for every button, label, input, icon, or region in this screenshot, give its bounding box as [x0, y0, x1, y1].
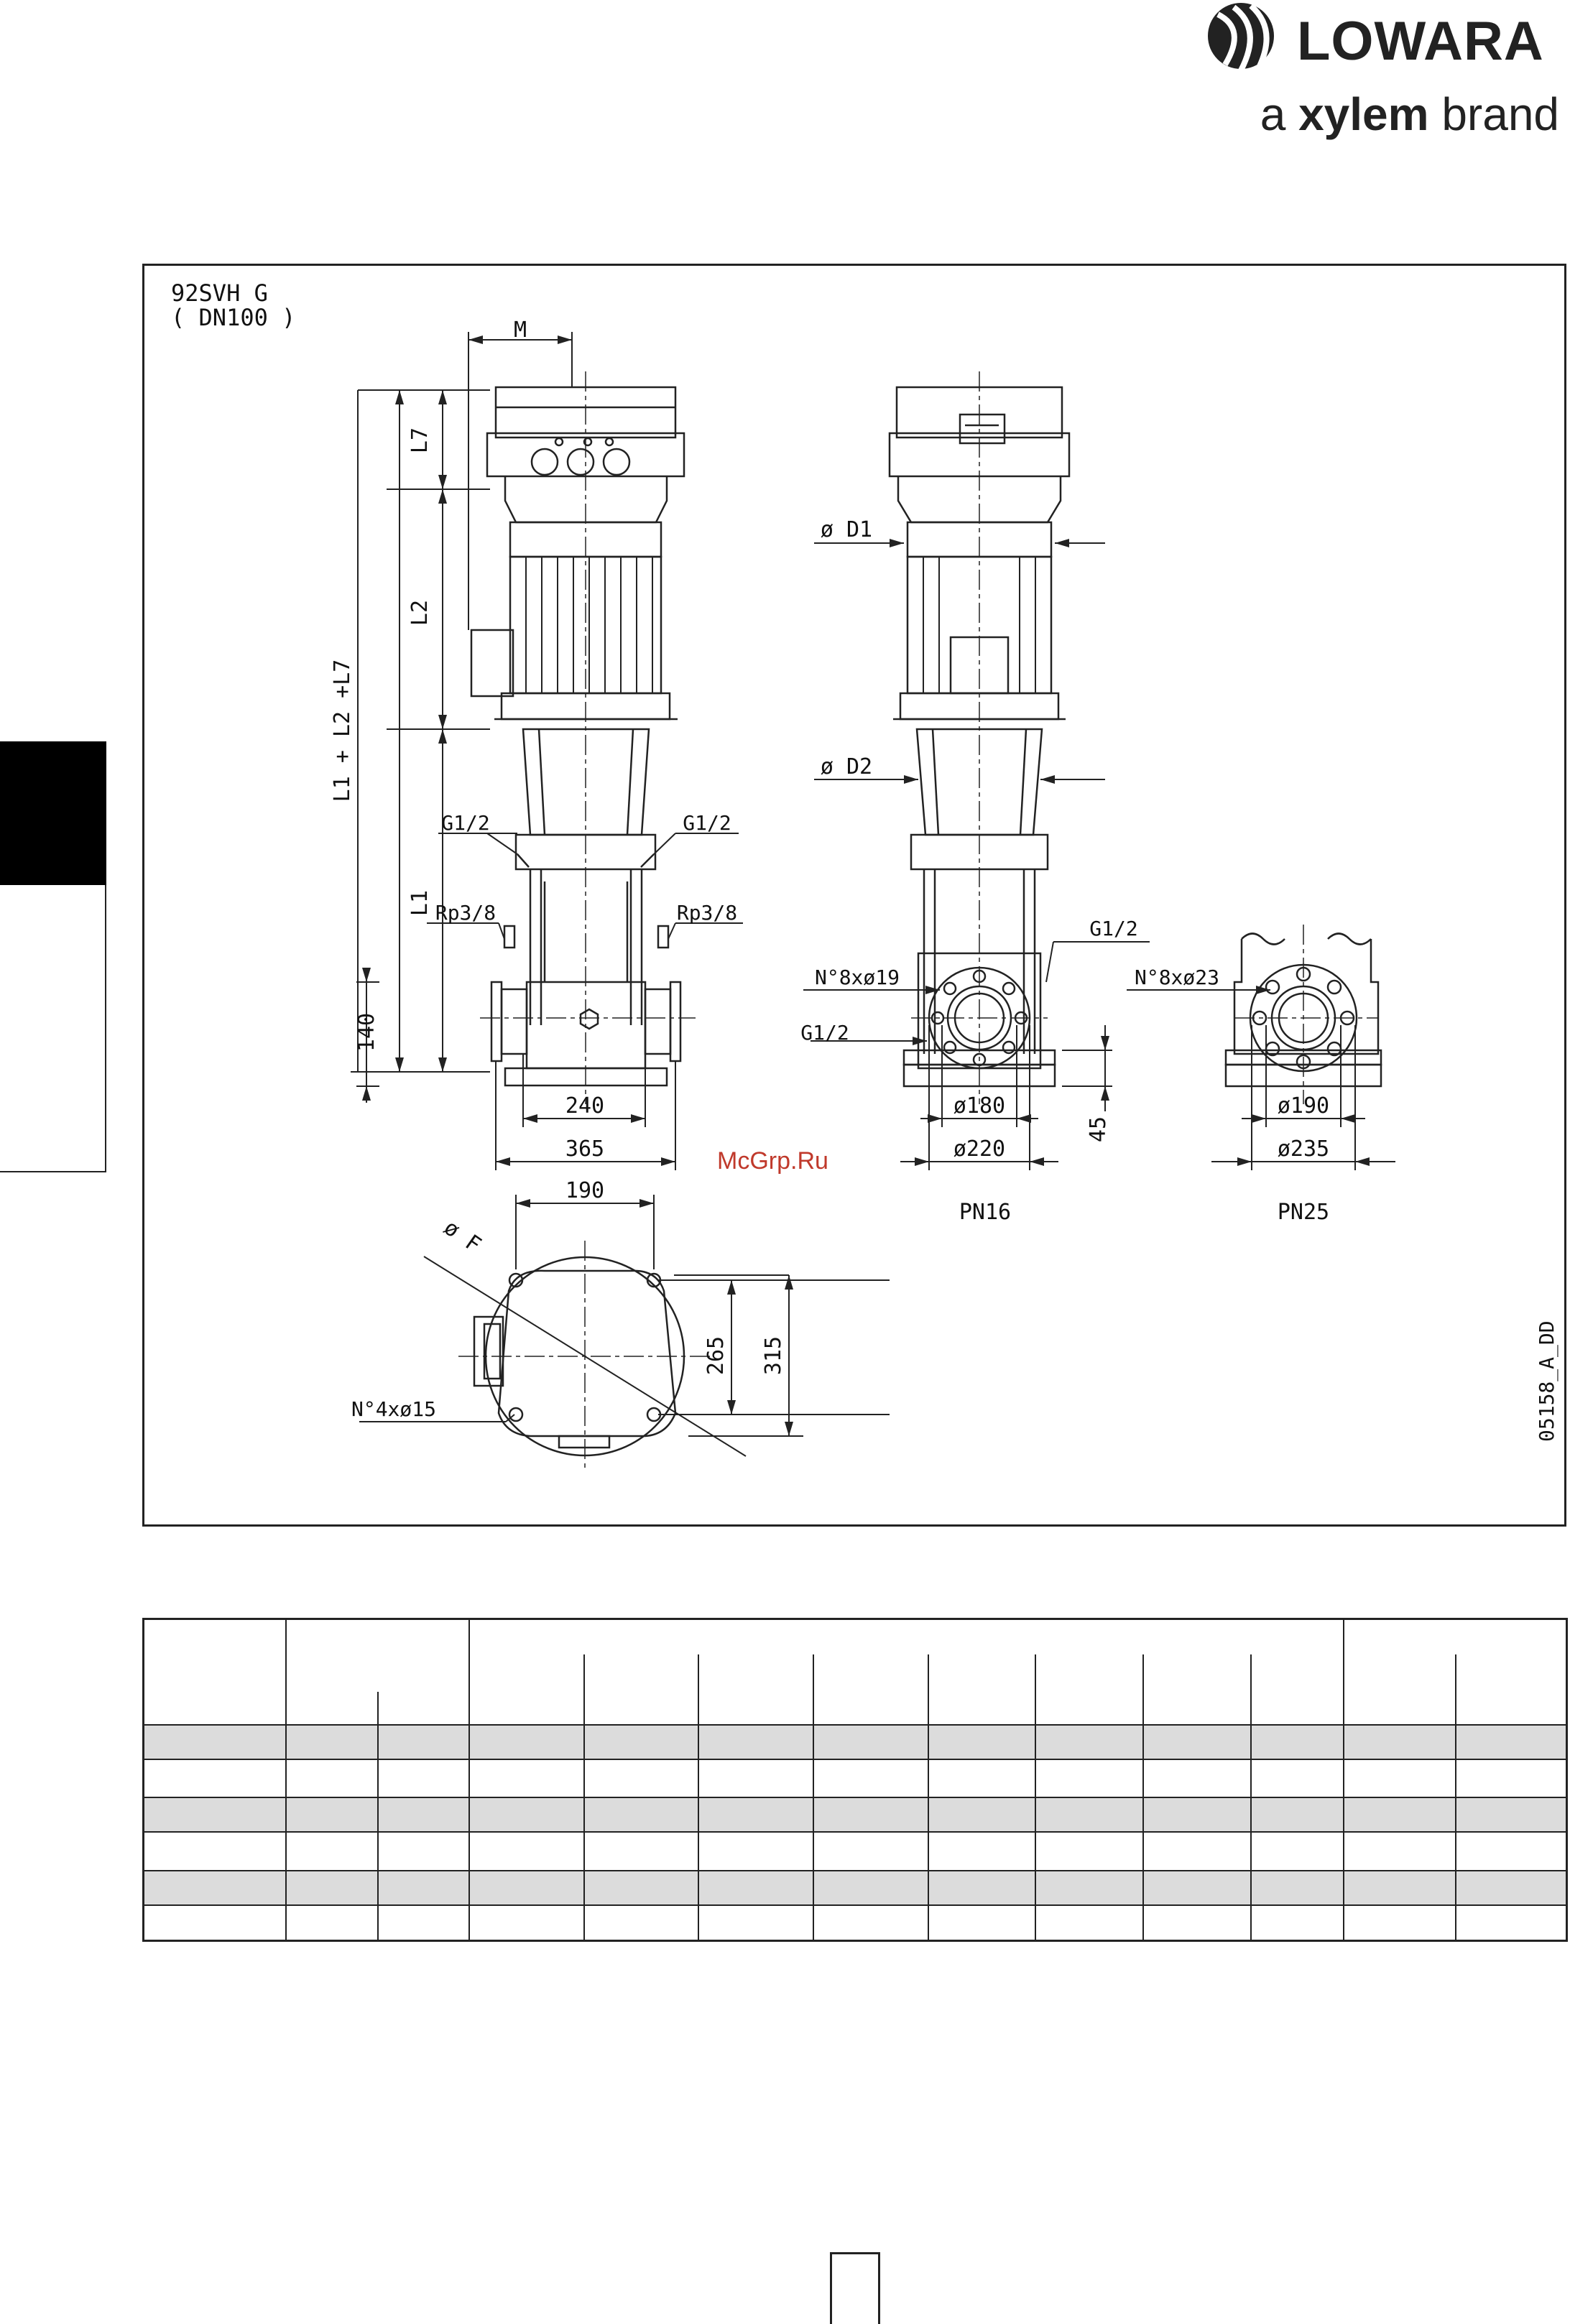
lowara-emblem-icon: [1196, 0, 1297, 79]
label-45: 45: [1086, 1116, 1111, 1143]
label-rp38-left: Rp3/8: [435, 901, 497, 925]
label-d2: ø D2: [820, 754, 873, 779]
label-m: M: [513, 318, 527, 343]
label-240: 240: [565, 1093, 605, 1119]
brand-tagline: a xylem brand: [1260, 88, 1559, 140]
label-365: 365: [565, 1136, 605, 1162]
label-base-bolts: N°4xø15: [351, 1397, 437, 1421]
label-190-pn25: ø190: [1277, 1093, 1330, 1119]
label-rp38-right: Rp3/8: [676, 901, 738, 925]
label-140: 140: [354, 1012, 379, 1052]
section-tab: [0, 741, 106, 885]
label-220: ø220: [953, 1136, 1006, 1162]
label-235: ø235: [1277, 1136, 1330, 1162]
label-265: 265: [703, 1335, 729, 1376]
section-tab-border: [0, 885, 106, 1172]
label-190-top: 190: [565, 1178, 605, 1203]
page-number-box: [830, 2252, 880, 2324]
brand-logo: [1193, 0, 1566, 151]
brand-name: LOWARA: [1297, 11, 1544, 72]
label-bolts-pn16: N°8xø19: [814, 966, 900, 989]
drawing-model: 92SVH G: [171, 279, 268, 307]
technical-drawing: [142, 264, 1566, 1527]
label-l2: L2: [407, 599, 433, 626]
label-g12-right: G1/2: [683, 811, 731, 835]
label-bolts-pn25: N°8xø23: [1134, 966, 1220, 989]
watermark: McGrp.Ru: [717, 1147, 828, 1175]
label-l7: L7: [407, 427, 433, 454]
table-grid: [144, 1620, 1566, 1940]
label-pn25: PN25: [1277, 1200, 1330, 1225]
dimensions-table: [142, 1618, 1568, 1942]
label-g12-left: G1/2: [441, 811, 490, 835]
label-dia-f: ø F: [439, 1215, 486, 1259]
drawing-size: ( DN100 ): [171, 304, 296, 331]
label-315: 315: [761, 1335, 786, 1376]
label-g12-flange: G1/2: [800, 1021, 849, 1045]
label-180: ø180: [953, 1093, 1006, 1119]
label-g12-front: G1/2: [1089, 917, 1138, 940]
label-pn16: PN16: [959, 1200, 1012, 1225]
drawing-code: 05158_A_DD: [1535, 1320, 1559, 1442]
label-l-total: L1 + L2 +L7: [330, 659, 355, 802]
label-l1: L1: [407, 889, 433, 917]
label-d1: ø D1: [820, 517, 873, 542]
